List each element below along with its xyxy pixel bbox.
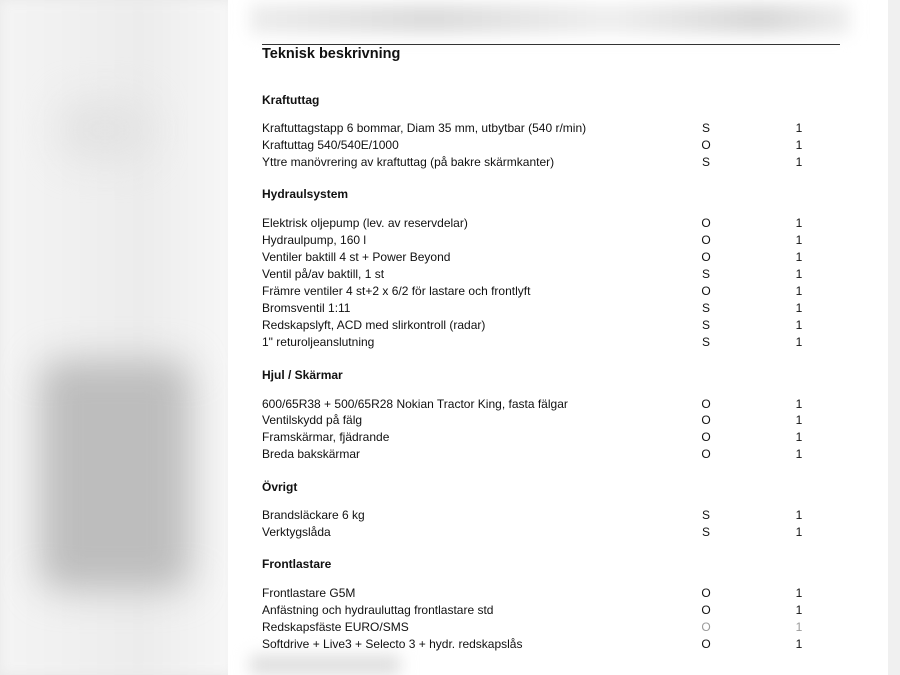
spec-quantity: 1: [795, 620, 803, 634]
spec-quantity: 1: [795, 233, 803, 247]
spec-quantity: 1: [795, 138, 803, 152]
spec-row: [262, 154, 822, 170]
spec-code: S: [701, 525, 710, 539]
spec-row: [262, 524, 822, 540]
spec-code: S: [701, 121, 710, 135]
spec-row: [262, 137, 822, 153]
spec-row: [262, 232, 822, 248]
spec-code: O: [701, 447, 711, 461]
spec-description: Breda bakskärmar: [262, 447, 361, 461]
spec-description: Brandsläckare 6 kg: [262, 508, 365, 522]
spec-code: S: [701, 267, 710, 281]
page-edge: [888, 0, 900, 675]
spec-quantity: 1: [795, 155, 803, 169]
blurred-background-shape: [40, 360, 190, 590]
spec-description: Ventiler baktill 4 st + Power Beyond: [262, 250, 451, 264]
spec-description: Redskapsfäste EURO/SMS: [262, 620, 409, 634]
spec-code: O: [701, 413, 711, 427]
spec-code: O: [701, 250, 711, 264]
spec-code: O: [701, 397, 711, 411]
spec-description: Softdrive + Live3 + Selecto 3 + hydr. redskapslås: [262, 637, 523, 651]
spec-row: [262, 636, 822, 652]
title-divider: [262, 44, 840, 45]
spec-code: O: [701, 233, 711, 247]
spec-code: O: [701, 138, 711, 152]
blurred-footer-area: [250, 655, 400, 675]
spec-description: Ventil på/av baktill, 1 st: [262, 267, 385, 281]
spec-code: S: [701, 301, 710, 315]
spec-quantity: 1: [795, 508, 803, 522]
spec-description: Kraftuttagstapp 6 bommar, Diam 35 mm, utbytbar (540 r/min): [262, 121, 587, 135]
spec-quantity: 1: [795, 413, 803, 427]
spec-description: Ventilskydd på fälg: [262, 413, 363, 427]
spec-row: [262, 446, 822, 462]
spec-description: Redskapslyft, ACD med slirkontroll (radar): [262, 318, 486, 332]
spec-code: O: [701, 430, 711, 444]
spec-code: O: [701, 603, 711, 617]
spec-row: [262, 266, 822, 282]
spec-quantity: 1: [795, 250, 803, 264]
section-heading: Kraftuttag: [262, 93, 320, 107]
spec-quantity: 1: [795, 603, 803, 617]
spec-row: [262, 507, 822, 523]
spec-row: [262, 396, 822, 412]
spec-quantity: 1: [795, 525, 803, 539]
spec-code: S: [701, 335, 710, 349]
spec-description: Framskärmar, fjädrande: [262, 430, 390, 444]
spec-code: O: [701, 620, 711, 634]
spec-quantity: 1: [795, 216, 803, 230]
spec-description: 600/65R38 + 500/65R28 Nokian Tractor King, fasta fälgar: [262, 397, 568, 411]
spec-description: Frontlastare G5M: [262, 586, 356, 600]
spec-row: [262, 120, 822, 136]
spec-row: [262, 317, 822, 333]
blurred-background-shape: [60, 100, 150, 160]
spec-quantity: 1: [795, 335, 803, 349]
spec-quantity: 1: [795, 430, 803, 444]
spec-code: S: [701, 318, 710, 332]
spec-code: O: [701, 637, 711, 651]
spec-row: [262, 334, 822, 350]
spec-description: 1" returoljeanslutning: [262, 335, 375, 349]
spec-row: [262, 215, 822, 231]
spec-code: O: [701, 586, 711, 600]
spec-code: O: [701, 284, 711, 298]
spec-code: S: [701, 155, 710, 169]
spec-quantity: 1: [795, 284, 803, 298]
spec-row: [262, 619, 822, 635]
section-heading: Frontlastare: [262, 557, 332, 571]
spec-row: [262, 249, 822, 265]
section-heading: Hjul / Skärmar: [262, 368, 343, 382]
spec-row: [262, 429, 822, 445]
spec-quantity: 1: [795, 447, 803, 461]
spec-description: Kraftuttag 540/540E/1000: [262, 138, 399, 152]
spec-quantity: 1: [795, 301, 803, 315]
spec-description: Hydraulpump, 160 l: [262, 233, 367, 247]
spec-description: Främre ventiler 4 st+2 x 6/2 för lastare och frontlyft: [262, 284, 531, 298]
spec-description: Elektrisk oljepump (lev. av reservdelar): [262, 216, 468, 230]
section-heading: Övrigt: [262, 480, 298, 494]
section-heading: Hydraulsystem: [262, 187, 349, 201]
spec-row: [262, 283, 822, 299]
spec-code: O: [701, 216, 711, 230]
spec-row: [262, 412, 822, 428]
spec-description: Verktygslåda: [262, 525, 331, 539]
spec-row: [262, 602, 822, 618]
spec-code: S: [701, 508, 710, 522]
spec-quantity: 1: [795, 121, 803, 135]
spec-quantity: 1: [795, 586, 803, 600]
spec-quantity: 1: [795, 397, 803, 411]
spec-quantity: 1: [795, 318, 803, 332]
spec-quantity: 1: [795, 637, 803, 651]
spec-description: Bromsventil 1:11: [262, 301, 351, 315]
spec-row: [262, 585, 822, 601]
spec-row: [262, 300, 822, 316]
spec-quantity: 1: [795, 267, 803, 281]
blurred-header-area: [250, 4, 850, 34]
spec-description: Anfästning och hydrauluttag frontlastare std: [262, 603, 494, 617]
document-title: Teknisk beskrivning: [262, 46, 401, 62]
spec-description: Yttre manövrering av kraftuttag (på bakre skärmkanter): [262, 155, 555, 169]
